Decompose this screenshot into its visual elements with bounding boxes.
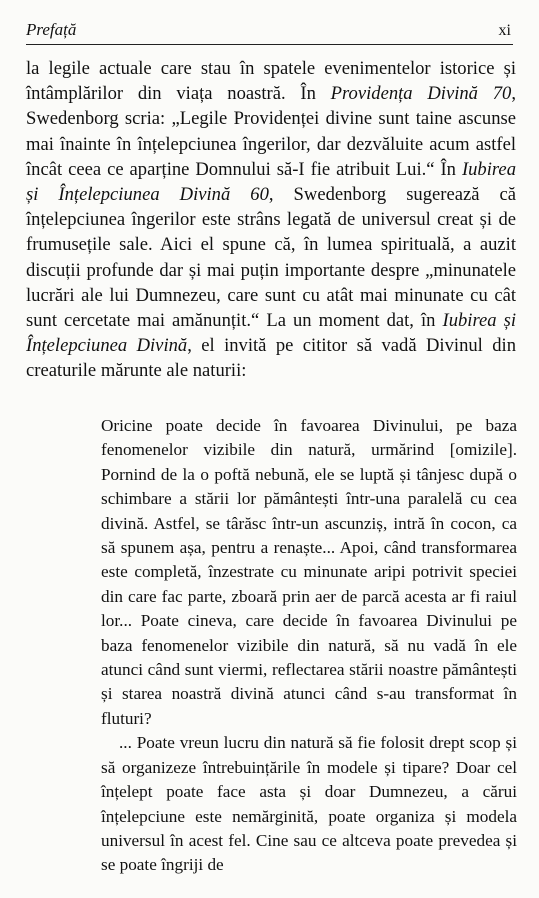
block-quote [101,414,517,878]
work-title-italic: Iubirea și Înțelepciunea Divină 60 [26,158,516,206]
text-run: , Swedenborg sugerează că înțelepciunea îngerilor este strâns legată de universul creat și de frumusețile sale. Aici el spune că, în lumea spirituală, a auzit discuții profunde dar și mai puțin importante despre „minunatele lucrări ale lui Dumnezeu, care sunt cu atât mai minunate cu cât sunt cercetate mai amănunțit.“ La un moment dat, în [26,184,517,332]
quote-paragraph: ... Poate vreun lucru din natură să fie folosit drept scop și să organizeze întrebuințările în modele și tipare? Doar cel înțelept poate face asta și doar Dumnezeu, a cărui înțelepciune este nemărginită, poate organiza și modela universul în acest fel. Cine sau ce altceva poate prevedea și se poate îngriji de [101,733,517,875]
running-header [26,18,513,45]
text-run: , el invită pe cititor să vadă Divinul din creaturile mărunte ale naturii: [26,335,516,382]
work-title-italic: Providența Divină 70 [330,83,512,105]
running-title: Prefață [26,20,77,39]
quote-paragraph: Oricine poate decide în favoarea Divinului, pe baza fenomenelor vizibile din natură, urmărind [omizile]. Pornind de la o poftă nebună, ele se luptă și tânjesc după o schimbare a stării lor pământești într-una paralelă cu cea divină. Astfel, se târăsc într-un ascunziș, intră în cocon, ca să spunem așa, pentru a renaște... Apoi, când transformarea este completă, înzestrate cu minunate aripi potrivit speciei din care fac parte, zboară prin aer de parcă acesta ar fi raiul lor... Poate cineva, care decide în favoarea Divinului pe baza fenomenelor vizibile din natură, să nu vadă în ele atunci când sunt viermi, reflectarea stării noastre pământești și starea noastră divină atunci când s-au transformat în fluturi? [101,416,517,728]
page-number: xi [498,22,511,39]
main-paragraph [26,56,516,384]
work-title-italic: Iubirea și Înțelepciunea Divină [26,310,516,357]
text-run: , Swedenborg scria: „Legile Providenței divine sunt taine ascunse mai înainte în înțelepciunea îngerilor, dar dezvăluite acum astfel încât ceea ce aparține Domnului să-I fie atribuit Lui.“ În [26,83,516,180]
text-run: la legile actuale care stau în spatele evenimentelor istorice și întâmplărilor din viața noastră. În [26,58,516,105]
